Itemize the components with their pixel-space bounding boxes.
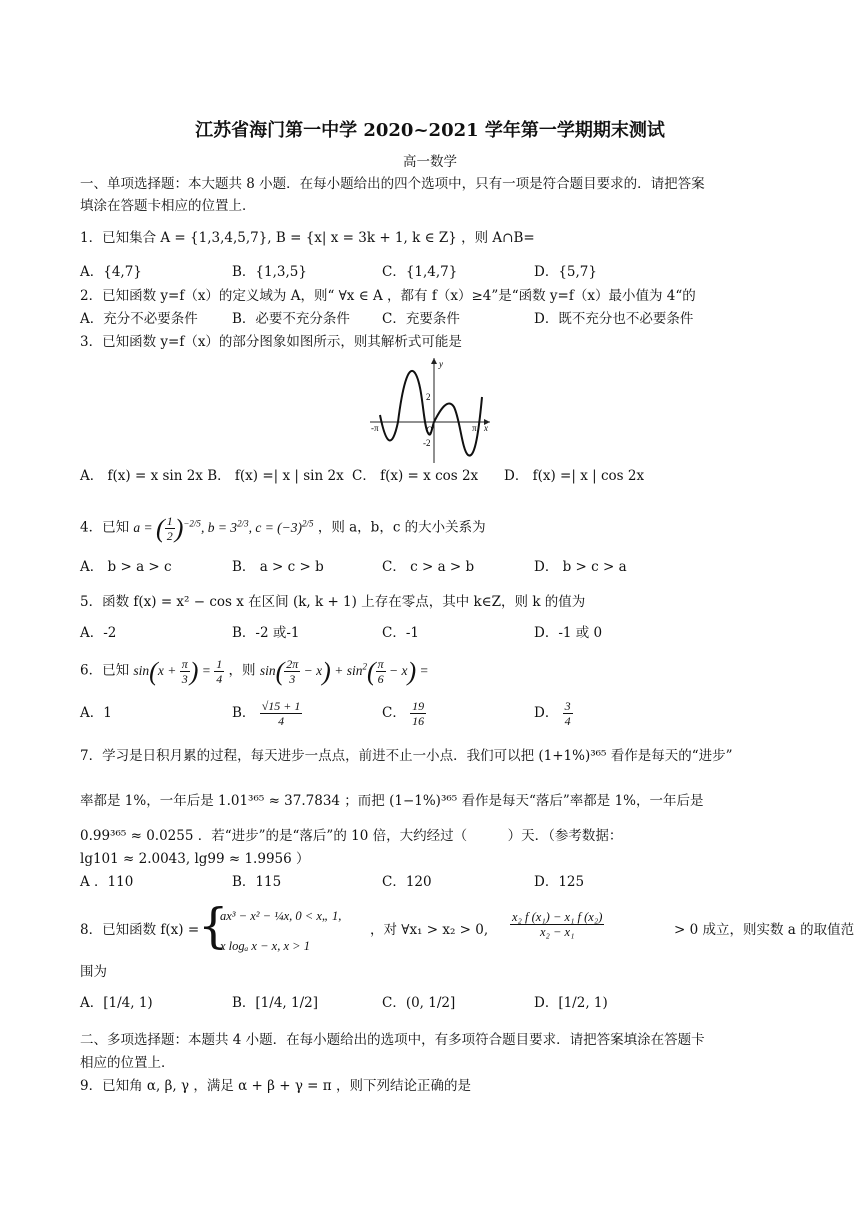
q8-option-b: B．[1/4, 1/2] — [232, 995, 318, 1011]
q1-option-d: D．{5,7} — [534, 264, 597, 280]
q5-option-c: C．-1 — [382, 625, 419, 641]
page-title: 江苏省海门第一中学 2020~2021 学年第一学期期末测试 — [195, 120, 665, 141]
q4-suffix: ，则 a，b，c 的大小关系为 — [317, 519, 486, 536]
q7-stem-3: 0.99³⁶⁵ ≈ 0.0255 ．若“进步”的是“落后”的 10 倍，大约经过（ ）天．（参考数据： — [80, 828, 623, 844]
q6-prefix: 6．已知 — [80, 662, 130, 679]
q6-option-d-den: 4 — [564, 714, 571, 728]
q3-graph-right: π — [472, 423, 477, 433]
section1-heading: 一、单项选择题：本大题共 8 小题．在每小题给出的四个选项中，只有一项是符合题目要求的．请把答案 — [80, 176, 705, 192]
q6-condition: sin(x + $\frac{\pi}{3}$ ) = $\frac{1}{4}$ — [133, 656, 223, 686]
q1-option-c: C．{1,4,7} — [382, 264, 458, 280]
q6-option-b-label: B． — [232, 705, 256, 721]
q1-option-a: A．{4,7} — [80, 264, 142, 280]
q3-graph-left: -π — [371, 423, 379, 433]
q3-graph-y-label: y — [439, 359, 443, 369]
q2-option-a: A．充分不必要条件 — [80, 311, 198, 327]
q8-frac-den: x₂ − x₁ — [539, 925, 575, 939]
q6-option-b-num: √15 + 1 — [261, 699, 301, 713]
q5-stem: 5．函数 f(x) = x² − cos x 在区间 (k, k + 1) 上存在零点，其中 k∈Z，则 k 的值为 — [80, 594, 586, 610]
q3-stem: 3．已知函数 y=f（x）的部分图象如图所示，则其解析式可能是 — [80, 334, 462, 350]
q3-graph-tick-neg2: -2 — [423, 438, 431, 448]
q8-stem-cont: 围为 — [80, 964, 107, 980]
q6-option-c — [382, 693, 426, 733]
q6-option-a: A．1 — [80, 705, 112, 721]
section1-heading-cont: 填涂在答题卡相应的位置上． — [80, 198, 256, 214]
section2-heading: 二、多项选择题：本题共 4 小题．在每小题给出的选项中，有多项符合题目要求．请把答案填涂在答题卡 — [80, 1032, 705, 1048]
section2-heading-cont: 相应的位置上． — [80, 1055, 175, 1071]
q6-option-c-den: 16 — [412, 714, 425, 728]
q2-option-c: C．充要条件 — [382, 311, 460, 327]
q3-option-c: C． f(x) = x cos 2x — [352, 468, 479, 484]
q5-option-b: B．-2 或-1 — [232, 625, 300, 641]
q9-stem: 9．已知角 α, β, γ ，满足 α + β + γ = π ，则下列结论正确的是 — [80, 1078, 471, 1094]
q7-option-a: A ．110 — [80, 874, 134, 890]
q8-case-2: x logₐ x − x, x > 1 — [220, 939, 310, 953]
q8-prefix: 8．已知函数 f(x) = — [80, 922, 200, 938]
q6-option-d — [534, 693, 573, 733]
q3-graph-tick-2: 2 — [426, 392, 431, 402]
q6-option-d-num: 3 — [564, 699, 571, 713]
q6-option-b-den: 4 — [278, 714, 285, 728]
q7-stem-2: 率都是 1%，一年后是 1.01³⁶⁵ ≈ 37.7834 ；而把 (1−1%)³⁶⁵ 看作是每天“落后”率都是 1%，一年后是 — [80, 793, 704, 809]
q7-option-c: C．120 — [382, 874, 432, 890]
q4-option-d: D． b > c > a — [534, 559, 627, 575]
q7-option-b: B．115 — [232, 874, 282, 890]
q8-frac-num: x₂ f (x₁) − x₁ f (x₂) — [512, 910, 603, 924]
q3-function-graph — [368, 355, 492, 465]
q2-option-d: D．既不充分也不必要条件 — [534, 311, 694, 327]
q8-tail: > 0 成立，则实数 a 的取值范 — [674, 922, 855, 938]
q7-option-d: D．125 — [534, 874, 585, 890]
q6-expression: sin( $\frac{2\pi}{3}$ − $x) + \sin^2$( $\frac{\pi}{6}$ − x) = — [259, 656, 429, 686]
q8-case-1: ax³ − x² − ¼x, 0 < x„ 1, — [220, 909, 342, 923]
q4-formula: a = ( $\frac{1}{2}$ )$^{-2/5}$, $b = 3^{2/3}$, $c = (-3)^{2/5}$ — [133, 513, 314, 543]
q2-option-b: B．必要不充分条件 — [232, 311, 350, 327]
q6-mid: ，则 — [228, 662, 256, 679]
q6-option-d-label: D． — [534, 705, 559, 721]
q1-stem: 1．已知集合 A = {1,3,4,5,7}, B = {x| x = 3k + 1, k ∈ Z} ，则 A∩B= — [80, 230, 535, 246]
q5-option-d: D．-1 或 0 — [534, 625, 603, 641]
q7-stem-1: 7．学习是日积月累的过程，每天进步一点点，前进不止一小点．我们可以把 (1+1%)³⁶⁵ 看作是每天的“进步” — [80, 748, 733, 764]
q7-stem-4: lg101 ≈ 2.0043, lg99 ≈ 1.9956 ） — [80, 851, 310, 867]
q4-option-b: B． a > c > b — [232, 559, 324, 575]
q6-option-c-label: C． — [382, 705, 406, 721]
q8-option-c: C．(0, 1/2] — [382, 995, 456, 1011]
q3-option-d: D． f(x) =| x | cos 2x — [504, 468, 645, 484]
q8-option-a: A．[1/4, 1) — [80, 995, 153, 1011]
q3-graph-origin: O — [426, 425, 433, 435]
q1-option-b: B．{1,3,5} — [232, 264, 307, 280]
q5-option-a: A．-2 — [80, 625, 117, 641]
q2-stem: 2．已知函数 y=f（x）的定义域为 A，则“ ∀x ∈ A ，都有 f（x）≥4”是“函数 y=f（x）最小值为 4“的 — [80, 288, 696, 304]
q6-option-b — [232, 693, 302, 733]
q4-option-a: A． b > a > c — [80, 559, 172, 575]
page-subtitle: 高一数学 — [403, 154, 457, 170]
q6-option-c-num: 19 — [412, 699, 425, 713]
q3-option-a: A． f(x) = x sin 2x B． f(x) =| x | sin 2x — [80, 468, 344, 484]
q4-stem — [80, 505, 486, 546]
q6-stem — [80, 648, 429, 689]
q8-option-d: D．[1/2, 1) — [534, 995, 608, 1011]
q4-option-c: C． c > a > b — [382, 559, 475, 575]
q3-graph-x-label: x — [484, 423, 488, 433]
q4-prefix: 4．已知 — [80, 519, 130, 536]
q8-condition: ，对 ∀x₁ > x₂ > 0, — [370, 922, 489, 938]
